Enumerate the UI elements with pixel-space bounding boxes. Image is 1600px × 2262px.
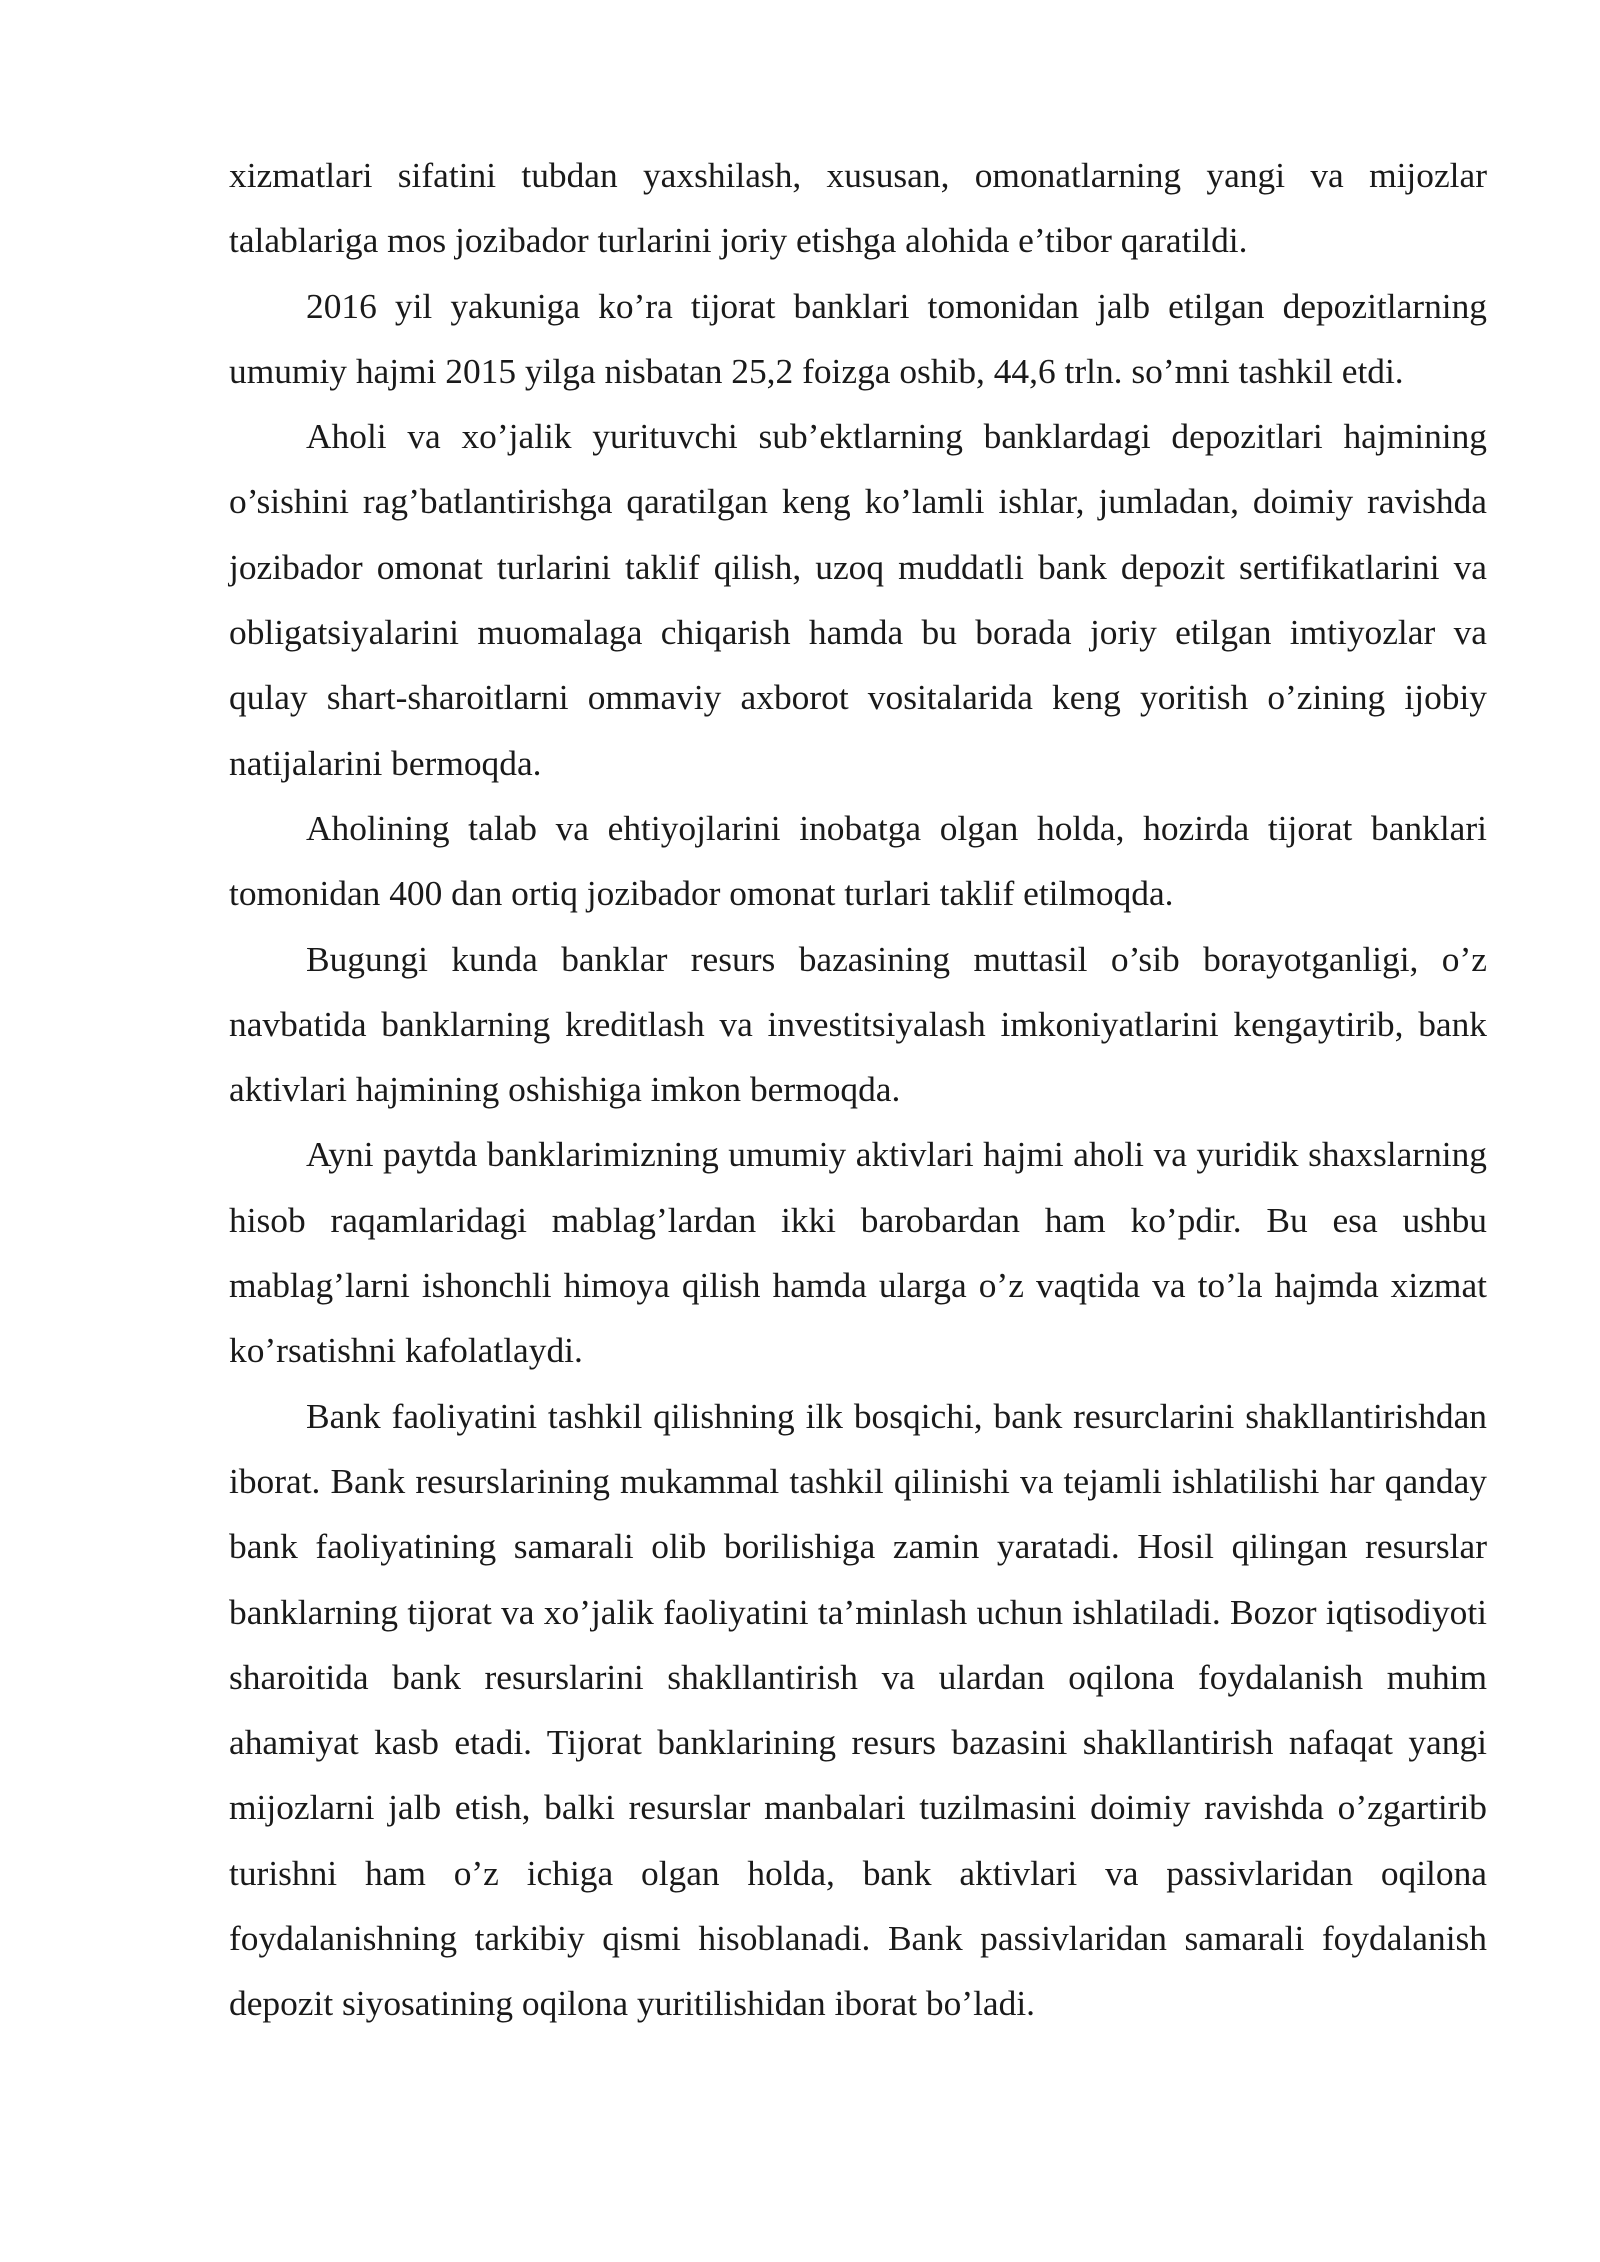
paragraph-continuation: xizmatlari sifatini tubdan yaxshilash, xususan, omonatlarning yangi va mijozlar talablariga mos jozibador turlarini joriy etishga alohida e’tibor qaratildi. — [229, 155, 1487, 261]
paragraph-deposits-2016: 2016 yil yakuniga ko’ra tijorat banklari tomonidan jalb etilgan depozitlarning umumiy hajmi 2015 yilga nisbatan 25,2 foizga oshib, 44,6 trln. so’mni tashkil etdi. — [229, 285, 1487, 391]
paragraph-bank-assets: Ayni paytda banklarimizning umumiy aktivlari hajmi aholi va yuridik shaxslarning hisob raqamlaridagi mablag’lardan ikki barobardan ham ko’pdir. Bu esa ushbu mablag’larni ishonchli himoya qilish hamda ularga o’z vaqtida va to’la hajmda xizmat ko’rsatishni kafolatlaydi. — [229, 1134, 1487, 1371]
paragraph-resource-base: Bugungi kunda banklar resurs bazasining muttasil o’sib borayotganligi, o’z navbatida banklarning kreditlash va investitsiyalash imkoniyatlarini kengaytirib, bank aktivlari hajmining oshishiga imkon bermoqda. — [229, 938, 1487, 1110]
document-body — [229, 143, 1487, 2037]
paragraph-bank-resources: Bank faoliyatini tashkil qilishning ilk bosqichi, bank resurclarini shakllantirishdan iborat. Bank resurslarining mukammal tashkil qilinishi va tejamli ishlatilishi har qanday bank faoliyatining samarali olib borilishiga zamin yaratadi. Hosil qilingan resurslar banklarning tijorat va xo’jalik faoliyatini ta’minlash uchun ishlatiladi. Bozor iqtisodiyoti sharoitida bank resurslarini shakllantirish va ulardan oqilona foydalanish muhim ahamiyat kasb etadi. Tijorat banklarining resurs bazasini shakllantirish nafaqat yangi mijozlarni jalb etish, balki resurslar manbalari tuzilmasini doimiy ravishda o’zgartirib turishni ham o’z ichiga olgan holda, bank aktivlari va passivlaridan oqilona foydalanishning tarkibiy qismi hisoblanadi. Bank passivlaridan samarali foydalanish depozit siyosatining oqilona yuritilishidan iborat bo’ladi. — [229, 1395, 1487, 2024]
paragraph-deposit-types: Aholining talab va ehtiyojlarini inobatga olgan holda, hozirda tijorat banklari tomonidan 400 dan ortiq jozibador omonat turlari taklif etilmoqda. — [229, 807, 1487, 914]
paragraph-deposit-growth: Aholi va xo’jalik yurituvchi sub’ektlarning banklardagi depozitlari hajmining o’sishini rag’batlantirishga qaratilgan keng ko’lamli ishlar, jumladan, doimiy ravishda jozibador omonat turlarini taklif qilish, uzoq muddatli bank depozit sertifikatlarini va obligatsiyalarini muomalaga chiqarish hamda bu borada joriy etilgan imtiyozlar va qulay shart-sharoitlarni ommaviy axborot vositalarida keng yoritish o’zining ijobiy natijalarini bermoqda. — [229, 416, 1487, 783]
